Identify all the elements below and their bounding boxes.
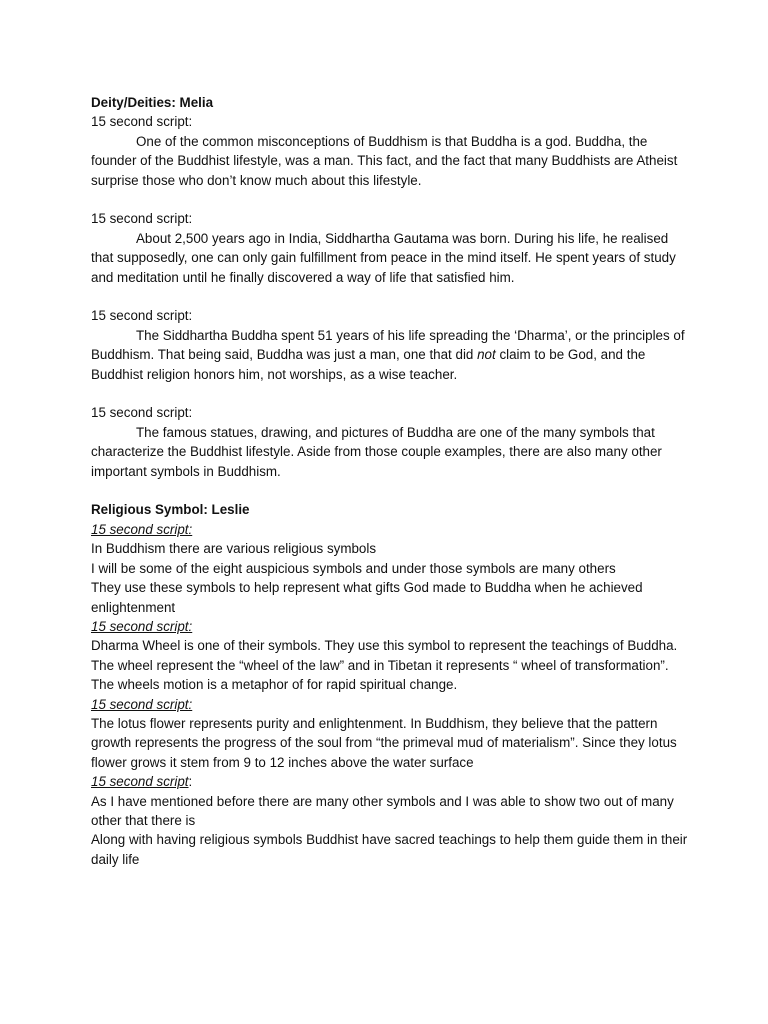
script-label: 15 second script:: [91, 114, 193, 130]
paragraph-gap: [91, 384, 691, 403]
emphasis-text: not: [477, 347, 496, 363]
script-label: [91, 772, 691, 791]
section-heading-religious-symbol: Religious Symbol: Leslie: [91, 502, 250, 518]
script-paragraph: One of the common misconceptions of Buddhism is that Buddha is a god. Buddha, the founder of the Buddhist lifestyle, was a man. This fact, and the fact that many Buddhists are Atheist surprise those who don’t know much about this lifestyle.: [91, 133, 678, 188]
script-label-colon: :: [188, 774, 193, 790]
script-label: 15 second script:: [91, 521, 193, 537]
document-body: [91, 93, 691, 869]
script-label: 15 second script:: [91, 405, 193, 421]
paragraph-gap: [91, 190, 691, 209]
paragraph-gap: [91, 481, 691, 500]
script-line: They use these symbols to help represent what gifts God made to Buddha when he achieved enlightenment: [91, 580, 643, 615]
script-line: I will be some of the eight auspicious symbols and under those symbols are many others: [91, 560, 616, 576]
script-label: 15 second script:: [91, 308, 193, 324]
paragraph-text: claim to be God, and the Buddhist religion honors him, not worships, as a wise teacher.: [91, 347, 646, 382]
script-paragraph: About 2,500 years ago in India, Siddhartha Gautama was born. During his life, he realised that supposedly, one can only gain fulfillment from peace in the mind itself. He spent years of study and meditation until he finally discovered a way of life that satisfied him.: [91, 230, 676, 285]
script-paragraph: [91, 326, 691, 384]
paragraph-text: The Siddhartha Buddha spent 51 years of his life spreading the ‘Dharma’, or the principles of Buddhism. That being said, Buddha was just a man, one that did: [91, 327, 685, 363]
section-heading-deities: Deity/Deities: Melia: [91, 95, 214, 110]
script-line: As I have mentioned before there are many other symbols and I was able to show two out of many other that there is: [91, 793, 674, 828]
script-label: 15 second script:: [91, 618, 193, 634]
script-line: In Buddhism there are various religious symbols: [91, 541, 377, 557]
script-line: The lotus flower represents purity and enlightenment. In Buddhism, they believe that the pattern growth represents the progress of the soul from “the primeval mud of materialism”. Since they lotus flower grows it stem from 9 to 12 inches above the water surface: [91, 715, 677, 770]
script-line: Along with having religious symbols Buddhist have sacred teachings to help them guide them in their daily life: [91, 832, 688, 867]
script-label-text: 15 second script: [91, 774, 189, 790]
paragraph-gap: [91, 287, 691, 306]
script-line: Dharma Wheel is one of their symbols. They use this symbol to represent the teachings of Buddha. The wheel represent the “wheel of the law” and in Tibetan it represents “ wheel of transformation”. The wheels motion is a metaphor of for rapid spiritual change.: [91, 638, 678, 693]
script-label: 15 second script:: [91, 696, 193, 712]
script-label: 15 second script:: [91, 211, 193, 227]
script-paragraph: The famous statues, drawing, and pictures of Buddha are one of the many symbols that characterize the Buddhist lifestyle. Aside from those couple examples, there are also many other important symbols in Buddhism.: [91, 424, 662, 479]
